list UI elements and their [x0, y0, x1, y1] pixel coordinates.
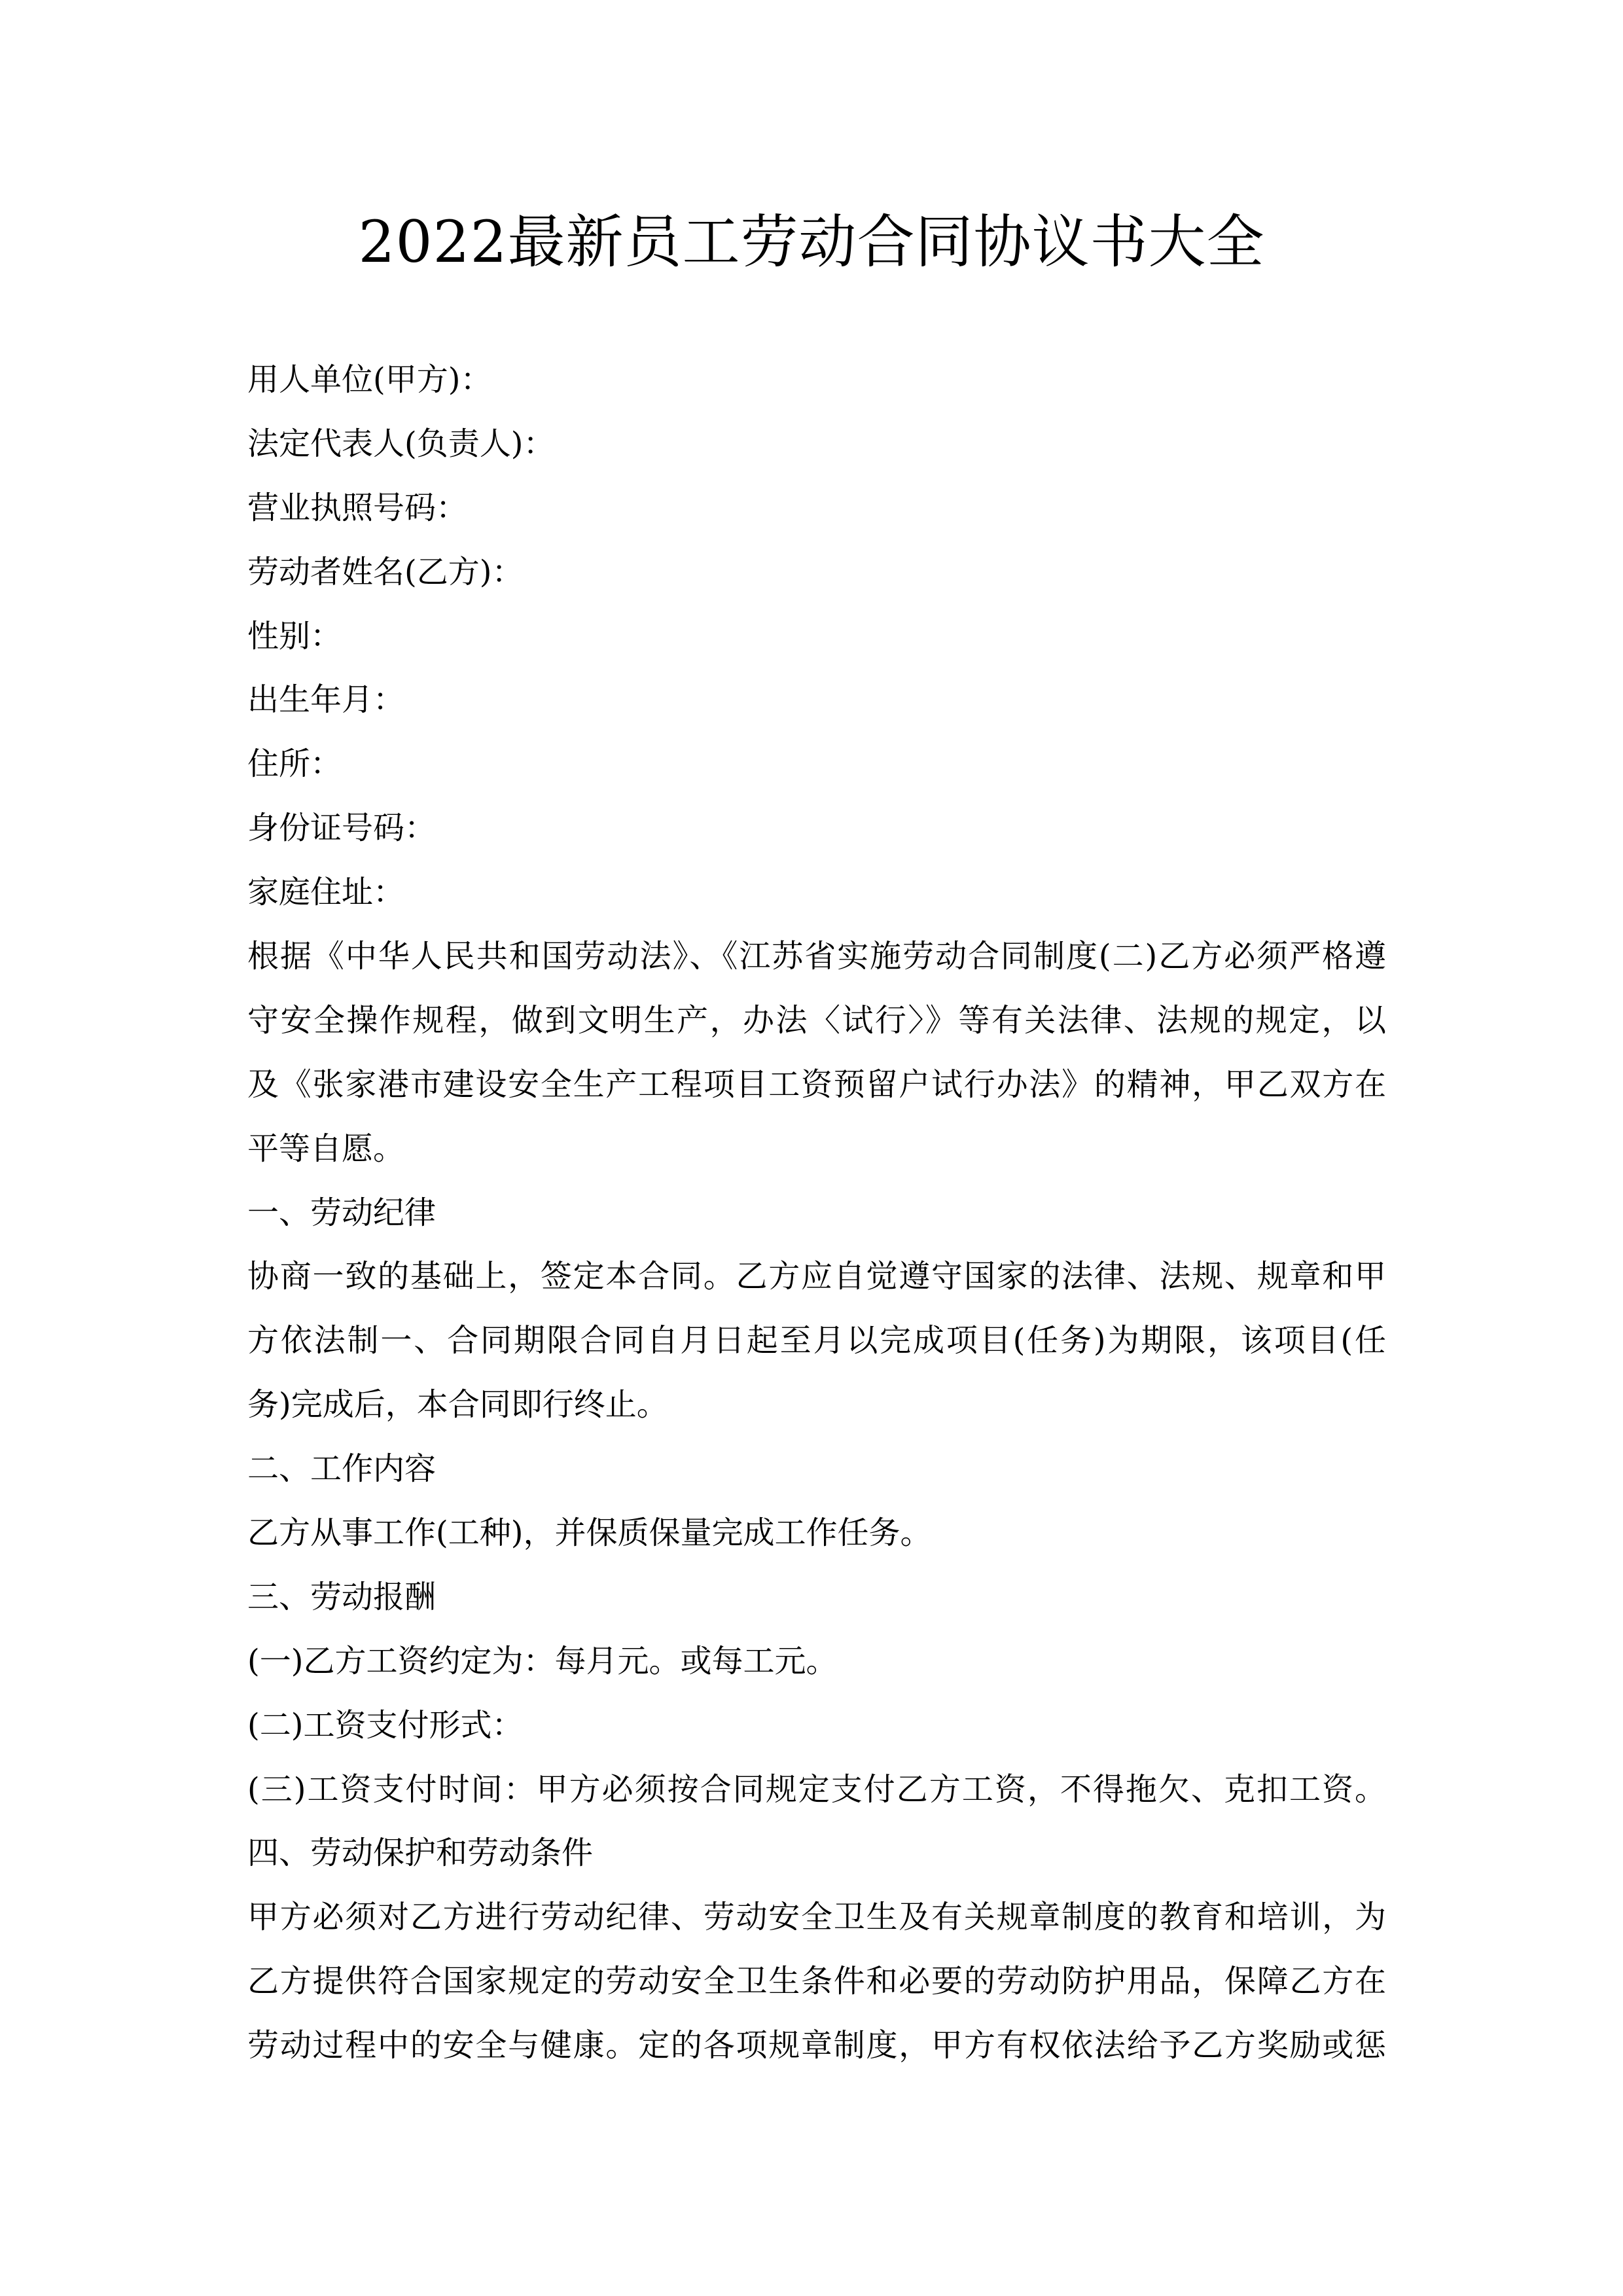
paragraph-line: 方依法制一、合同期限合同自月日起至月以完成项目(任务)为期限，该项目(任	[247, 1322, 1386, 1359]
field-home-address: 家庭住址：	[247, 874, 405, 911]
paragraph-line: 务)完成后，本合同即行终止。	[247, 1386, 668, 1424]
field-employee-name: 劳动者姓名(乙方)：	[247, 553, 524, 590]
field-birth-date: 出生年月：	[247, 681, 405, 719]
document-body	[247, 361, 1386, 2091]
paragraph-line: (三)工资支付时间：甲方必须按合同规定支付乙方工资，不得拖欠、克扣工资。	[247, 1770, 1386, 1808]
paragraph-line: (二)工资支付形式：	[247, 1706, 524, 1744]
paragraph-line: (一)乙方工资约定为：每月元。或每工元。	[247, 1642, 838, 1679]
field-legal-representative: 法定代表人(负责人)：	[247, 425, 555, 462]
section-heading: 四、劳动保护和劳动条件	[247, 1835, 594, 1872]
paragraph-line: 及《张家港市建设安全生产工程项目工资预留户试行办法》的精神，甲乙双方在	[247, 1066, 1386, 1103]
paragraph-line: 根据《中华人民共和国劳动法》、《江苏省实施劳动合同制度(二)乙方必须严格遵	[247, 938, 1386, 975]
field-employer: 用人单位(甲方)：	[247, 361, 492, 398]
section-heading: 二、工作内容	[247, 1450, 437, 1488]
field-business-license: 营业执照号码：	[247, 489, 468, 526]
field-id-number: 身份证号码：	[247, 810, 437, 847]
paragraph-line: 乙方从事工作(工种)，并保质保量完成工作任务。	[247, 1515, 932, 1552]
paragraph-line: 甲方必须对乙方进行劳动纪律、劳动安全卫生及有关规章制度的教育和培训，为	[247, 1899, 1386, 1936]
field-gender: 性别：	[247, 617, 342, 655]
paragraph-line: 守安全操作规程，做到文明生产，办法〈试行〉》等有关法律、法规的规定，以	[247, 1001, 1386, 1039]
paragraph-line: 平等自愿。	[247, 1130, 405, 1167]
field-residence: 住所：	[247, 745, 342, 783]
paragraph-line: 协商一致的基础上，签定本合同。乙方应自觉遵守国家的法律、法规、规章和甲	[247, 1258, 1386, 1295]
paragraph-line: 乙方提供符合国家规定的劳动安全卫生条件和必要的劳动防护用品，保障乙方在	[247, 1963, 1386, 2000]
section-heading: 三、劳动报酬	[247, 1578, 437, 1615]
paragraph-line: 劳动过程中的安全与健康。定的各项规章制度，甲方有权依法给予乙方奖励或惩	[247, 2027, 1386, 2064]
document-title: 2022最新员工劳动合同协议书大全	[358, 208, 1265, 276]
section-heading: 一、劳动纪律	[247, 1194, 437, 1231]
